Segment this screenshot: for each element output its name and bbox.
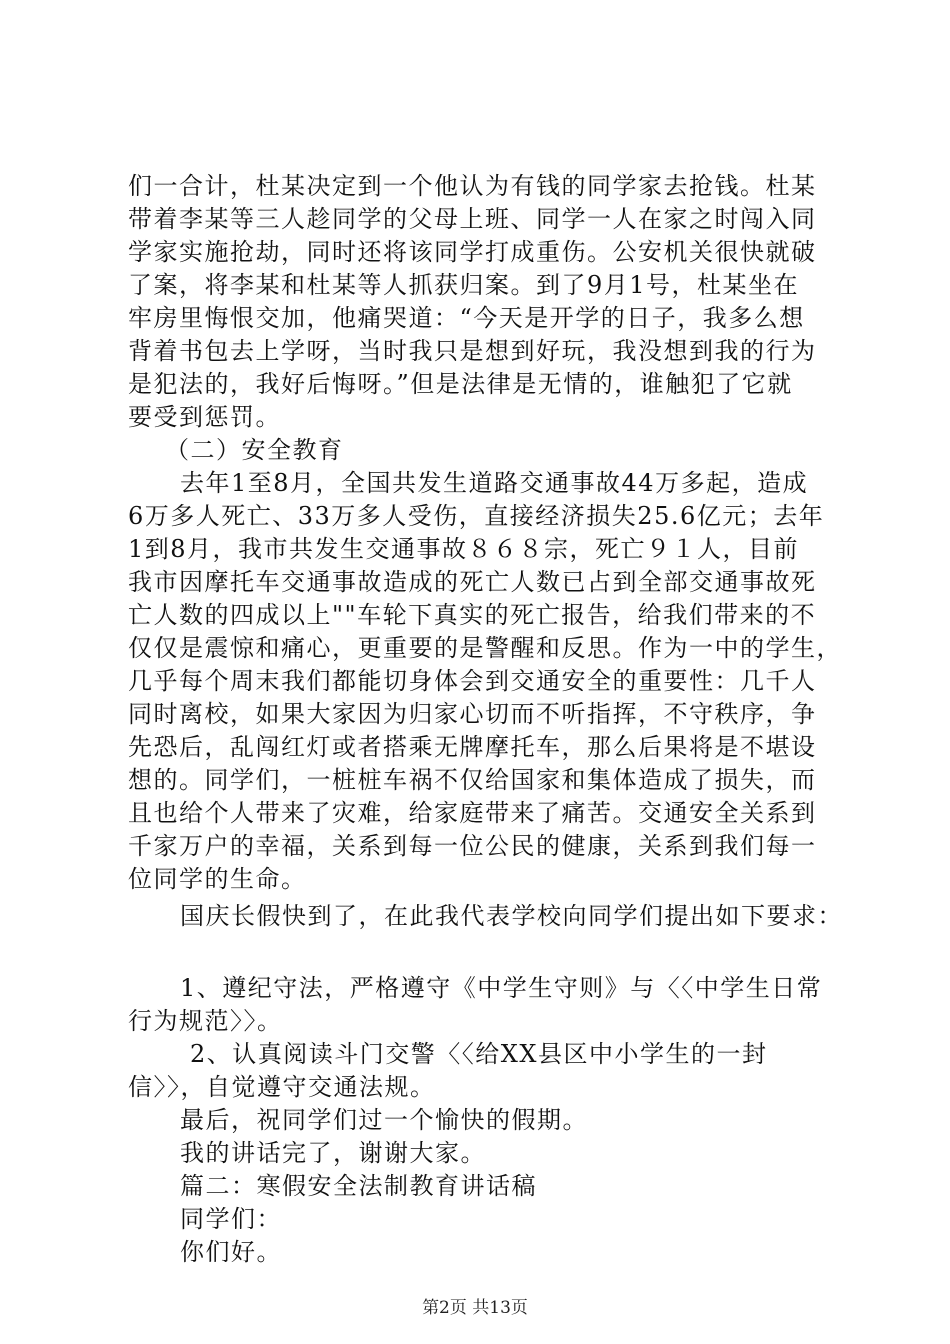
list-item: 2、认真阅读斗门交警〈〈给XX县区中小学生的一封 [190, 1040, 768, 1068]
section-heading: （二）安全教育 [165, 436, 344, 464]
text-line: 同学们： [180, 1205, 282, 1233]
text-line: 想的。同学们，一桩桩车祸不仅给国家和集体造成了损失，而 [128, 766, 817, 794]
text-line: 带着李某等三人趁同学的父母上班、同学一人在家之时闯入同 [128, 205, 817, 233]
text-line: 且也给个人带来了灾难，给家庭带来了痛苦。交通安全关系到 [128, 799, 817, 827]
text-line: 同时离校，如果大家因为归家心切而不听指挥，不守秩序，争 [128, 700, 817, 728]
text-line: 了案，将李某和杜某等人抓获归案。到了9月1号，杜某坐在 [128, 271, 800, 299]
text-line: 国庆长假快到了，在此我代表学校向同学们提出如下要求： [180, 902, 843, 930]
text-line: 我市因摩托车交通事故造成的死亡人数已占到全部交通事故死 [128, 568, 817, 596]
list-item: 1、遵纪守法，严格遵守《中学生守则》与〈〈中学生日常 [180, 974, 823, 1002]
section-heading: 篇二：寒假安全法制教育讲话稿 [180, 1172, 537, 1200]
text-line: 我的讲话完了，谢谢大家。 [180, 1139, 486, 1167]
text-line: 6万多人死亡、33万多人受伤，直接经济损失25.6亿元；去年 [128, 502, 825, 530]
text-line: 要受到惩罚。 [128, 403, 281, 431]
text-line: 们一合计，杜某决定到一个他认为有钱的同学家去抢钱。杜某 [128, 172, 817, 200]
text-line: 几乎每个周末我们都能切身体会到交通安全的重要性：几千人 [128, 667, 817, 695]
text-line: 1到8月，我市共发生交通事故８６８宗，死亡９１人，目前 [128, 535, 800, 563]
text-line: 行为规范〉〉。 [128, 1007, 283, 1035]
text-line: 学家实施抢劫，同时还将该同学打成重伤。公安机关很快就破 [128, 238, 817, 266]
text-line: 背着书包去上学呀，当时我只是想到好玩，我没想到我的行为 [128, 337, 817, 365]
text-line: 仅仅是震惊和痛心，更重要的是警醒和反思。作为一中的学生， [128, 634, 842, 662]
text-line: 牢房里悔恨交加，他痛哭道：“今天是开学的日子，我多么想 [128, 304, 805, 332]
text-line: 亡人数的四成以上""车轮下真实的死亡报告，给我们带来的不 [128, 601, 817, 629]
text-line: 是犯法的，我好后悔呀。”但是法律是无情的，谁触犯了它就 [128, 370, 793, 398]
text-line: 千家万户的幸福，关系到每一位公民的健康，关系到我们每一 [128, 832, 817, 860]
text-line: 去年1至8月，全国共发生道路交通事故44万多起，造成 [180, 469, 809, 497]
text-line: 信〉〉，自觉遵守交通法规。 [128, 1073, 436, 1101]
text-line: 位同学的生命。 [128, 865, 307, 893]
page-footer: 第2页 共13页 [422, 1298, 528, 1318]
text-line: 最后，祝同学们过一个愉快的假期。 [180, 1106, 588, 1134]
text-line: 先恐后，乱闯红灯或者搭乘无牌摩托车，那么后果将是不堪设 [128, 733, 817, 761]
text-line: 你们好。 [180, 1238, 282, 1266]
